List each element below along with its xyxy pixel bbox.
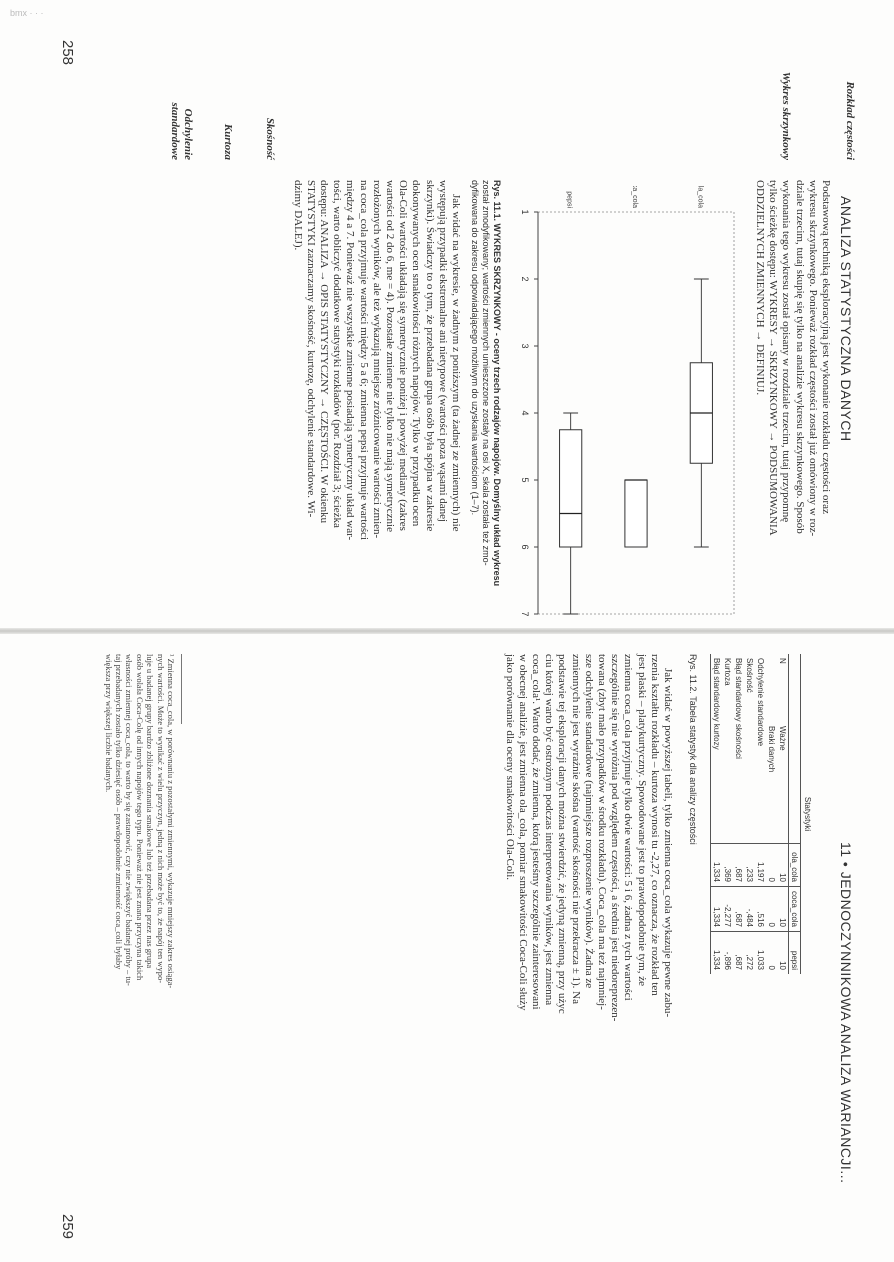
- body-line: na coca_cola przyjmuje wartości między 5 a 6; zmienna pepsi przyjmuje wartości: [357, 180, 370, 541]
- body-line: dzimy DALEJ).: [291, 180, 304, 251]
- table-cell: ,272: [744, 932, 755, 975]
- footnote-line: osób wolała Coca-Colę od innych napojów tego typu. Ponieważ nie jest znana przyczyna takich: [134, 654, 145, 981]
- table-cell: 0: [766, 932, 777, 975]
- statistics-table: [710, 654, 812, 974]
- category-label-pepsi: pepsi: [565, 191, 573, 208]
- body-line: dokonywanych ocen smakowitości różnych napojów. Tylko w przypadku ocen: [410, 180, 423, 527]
- x-tick-label: 5: [520, 477, 530, 483]
- row-sublabel: Braki danych: [767, 726, 776, 773]
- table-row: [777, 654, 789, 974]
- category-label-ola_cola: ola_cola: [696, 186, 704, 208]
- body-line: rozłożonych wyników, ale też wykazują mniejsze zróżnicowanie wartości zmien-: [370, 180, 383, 539]
- figure-caption-line: Rys. 11.1. WYKRES SKRZYNKOWY - oceny trzech rodzajów napojów. Domyślny układ wykresu: [492, 180, 502, 587]
- row-label: Błąd standardowy kurtozy: [711, 654, 723, 843]
- page-number-left: 258: [59, 40, 76, 66]
- column-header: coca_cola: [789, 886, 801, 931]
- figure-caption-line: dyfikowana do zakresu odpowiadającego możliwym do uzyskania wartościom (1–7).: [470, 180, 480, 516]
- intro-line: tylko ścieżkę dostępu: WYKRESY → SKRZYNKOWY → PODSUMOWANIA: [767, 180, 780, 536]
- intro-line: wykonania tego wykresu został opisany w rozdziale trzecim, tutaj przypomnę: [780, 180, 793, 523]
- row-label: Skośność: [745, 658, 754, 693]
- body-line: skrzynki). Świadczy to o tym, że przebadana grupa osób była spójna w zakresie: [423, 180, 436, 532]
- body-line: występują przypadki ekstremalne ani nietypowe (wartości poza wąsami danej: [436, 180, 449, 523]
- table-corner-sub: [789, 722, 801, 843]
- x-tick-label: 2: [520, 276, 530, 282]
- table-title: Statystyki: [803, 796, 812, 832]
- table-cell: 1,334: [711, 843, 723, 886]
- footnote-line: luje u badanej grupy bardzo zbliżone doznania smakowe lub też przebadana przez nas grupa: [145, 654, 156, 969]
- footnote-line: własności zmiennej coca_cola, to warto by się zastanowić, czy nie zwiększyć badanej próby – tu-: [124, 654, 135, 986]
- body-line: między 4 a 7. Ponieważ nie wszystkie zmienne posiadają symetryczny układ war-: [344, 180, 357, 541]
- footnote-line: nych wartości. Może to wynikać z wielu przyczyn, jedną z nich może być to, że napój ten wypo-: [155, 654, 166, 984]
- body-paragraph-right: [502, 654, 674, 1094]
- table-cell: -2,277: [722, 886, 733, 931]
- body-line: sze odchylenie standardowe (najmniejsze rozproszenie wyników). Żadna ze: [582, 654, 595, 989]
- body-line: ciu której warto być ostrożnym podczas interpretowania wyników, jest zmienna: [543, 654, 556, 1006]
- table-cell: 10: [777, 843, 789, 886]
- intro-paragraph: [753, 180, 832, 610]
- table-caption-11-2: Rys. 11.2. Tabela statystyk dla analizy częstości: [688, 654, 698, 845]
- footnote-line: większa przy większej liczbie badanych.: [103, 654, 114, 793]
- margin-label-wykres: Wykres skrzynkowy: [780, 71, 792, 160]
- table-cell: 1,334: [711, 932, 723, 975]
- table-row: [755, 654, 766, 974]
- body-line: zmienna coca_cola przyjmuje tylko dwie wartości: 5 i 6, żadna z tych wartości: [622, 654, 635, 1001]
- table-row: [722, 654, 733, 974]
- body-line: coca_cola¹. Warto dodać, że zmienna, którą jesteśmy szczególnie zainteresowani: [529, 654, 542, 1010]
- intro-line: dziale trzecim, tutaj skupię się tylko na analizie wykresu skrzynkowego. Sposób: [793, 180, 806, 534]
- running-head-left: ANALIZA STATYSTYCZNA DANYCH: [838, 196, 854, 442]
- body-line: towana (zbyt mało przypadków w środku rozkładu). Coca_cola ma też najmniej-: [595, 654, 608, 1010]
- body-line: jako porównanie dla oceny smakowitości Ola-Coli.: [503, 654, 516, 881]
- table-row: [744, 654, 755, 974]
- table-cell: ,687: [733, 843, 744, 886]
- scan-artifact: bmx · · ·: [10, 8, 44, 18]
- footnote-line: ¹ Zmienna coca_cola, w porównaniu z pozostałymi zmiennymi, wykazuje mniejszy zakres osiąga-: [166, 654, 176, 989]
- margin-label-odchylenie-2: standardowe: [169, 102, 181, 160]
- margin-label-kurtoza: Kurtoza: [222, 123, 234, 160]
- body-line: Jak widać na wykresie, w żadnym z poniższym (ta żadnej ze zmiennych) nie: [450, 194, 462, 532]
- row-label: N: [778, 658, 787, 664]
- body-line: zmiennych nie jest wyraźnie skośna (wartość skośności nie przekracza ± 1). Na: [569, 654, 582, 1004]
- left-page: [0, 0, 894, 628]
- body-line: dostępu: ANALIZA → OPIS STATYSTYCZNY → CZĘSTOŚCI. W okienku: [317, 180, 330, 524]
- footnote: [103, 654, 176, 1094]
- intro-line: ODDZIELNYCH ZMIENNYCH → DEFINIUJ.: [753, 180, 766, 396]
- body-line: w obecnej analizie, jest zmienna ola_cola, pomiar smakowitości Coca-Coli służy: [516, 654, 529, 1011]
- table-cell: -,484: [744, 886, 755, 931]
- margin-label-odchylenie: [168, 20, 194, 160]
- table-cell: 1,197: [755, 843, 766, 886]
- table-cell: ,369: [722, 843, 733, 886]
- body-line: jest płaski – platykurtyczny. Spowodowane jest to prawdopodobnie tym, że: [635, 654, 648, 986]
- table-cell: -,896: [722, 932, 733, 975]
- right-page: [0, 634, 894, 1262]
- table-cell: ,687: [733, 932, 744, 975]
- body-line: tości, warto obliczyć dodatkowe statystyki rozkładów (por. Rozdział 3; ścieżka: [331, 180, 344, 528]
- body-line: szczególnie się nie wyróżnia pod względem częstości, a średnia jest niedoreprezen-: [609, 654, 622, 1022]
- page-number-right: 259: [59, 1214, 76, 1240]
- table-cell: ,687: [733, 886, 744, 931]
- table-cell: 0: [766, 843, 777, 886]
- table-header-row: [789, 654, 801, 974]
- column-header: pepsi: [789, 932, 801, 975]
- x-tick-label: 4: [520, 410, 530, 416]
- row-sublabel: Ważne: [778, 726, 787, 751]
- row-label: Kurtoza: [723, 658, 732, 686]
- x-tick-label: 3: [520, 343, 530, 349]
- table-row: [766, 654, 777, 974]
- footnote-line: taj przebadanych zostało tylko dziesięć osób – prawdopodobnie zmienność coca_coli byłaby: [113, 654, 124, 970]
- x-tick-label: 1: [520, 209, 530, 215]
- row-label: [766, 654, 777, 722]
- figure-caption-line: został zmodyfikowany; wartości zmiennych umieszczone zostały na osi X, skala została też zmo-: [481, 180, 491, 566]
- margin-label-odchylenie-1: Odchylenie: [182, 108, 194, 160]
- margin-label-skosnosc: Skośność: [264, 117, 276, 160]
- x-tick-label: 7: [520, 611, 530, 617]
- table-corner: [789, 654, 801, 722]
- running-head-right: 11 • JEDNOCZYNNIKOWA ANALIZA WARIANCJI...: [838, 842, 854, 1184]
- x-tick-label: 6: [520, 544, 530, 550]
- table-cell: 0: [766, 886, 777, 931]
- boxplot-svg: [508, 186, 742, 626]
- boxplot-figure: [508, 186, 742, 626]
- body-paragraph-left: [290, 180, 462, 610]
- category-label-coca_cola: coca_cola: [631, 186, 638, 208]
- row-label: Błąd standardowy skośności: [734, 658, 743, 759]
- table-cell: 1,033: [755, 932, 766, 975]
- row-label: Odchylenie standardowe: [756, 658, 765, 747]
- table-cell: 1,334: [711, 886, 723, 931]
- table-cell: 10: [777, 886, 789, 931]
- table-row: [711, 654, 723, 974]
- margin-label-rozklad: Rozkład częstości: [844, 81, 856, 160]
- table-cell: ,233: [744, 843, 755, 886]
- stats-grid: [710, 654, 801, 974]
- intro-line: wykresu skrzynkowego. Ponieważ rozkład częstości został już omówiony w roz-: [806, 180, 819, 537]
- body-line: Ola-Coli wartości układają się symetrycznie poniżej i powyżej mediany (zakres: [397, 180, 410, 531]
- body-line: rzenia kształtu rozkładu – kurtoza wynosi tu -2,27, co oznacza, że rozkład ten: [648, 654, 661, 996]
- table-cell: 10: [777, 932, 789, 975]
- figure-caption-11-1: [469, 180, 502, 610]
- intro-line: Podstawową techniką eksploracyjną jest wykonanie rozkładu częstości oraz: [820, 180, 832, 514]
- box-coca_cola: [625, 480, 647, 547]
- footnote-rule: [181, 654, 182, 724]
- column-header: ola_cola: [789, 843, 801, 886]
- table-cell: ,516: [755, 886, 766, 931]
- body-line: wartości od 2 do 6, me = 4). Pozostałe zmienne nie tylko nie mają symetrycznie: [383, 180, 396, 532]
- body-line: STATYSTYKI zaznaczamy skośność, kurtozę, odchylenie standardowe. Wi-: [304, 180, 317, 518]
- table-row: [733, 654, 744, 974]
- body-line: podstawie tej eksploracji danych można stwierdzić, że jedyną zmienną, przy użyc: [556, 654, 569, 1014]
- body-line: Jak widać w powyższej tabeli, tylko zmienna coca_cola wykazuje pewne zabu-: [662, 668, 674, 1018]
- box-pepsi: [560, 430, 582, 547]
